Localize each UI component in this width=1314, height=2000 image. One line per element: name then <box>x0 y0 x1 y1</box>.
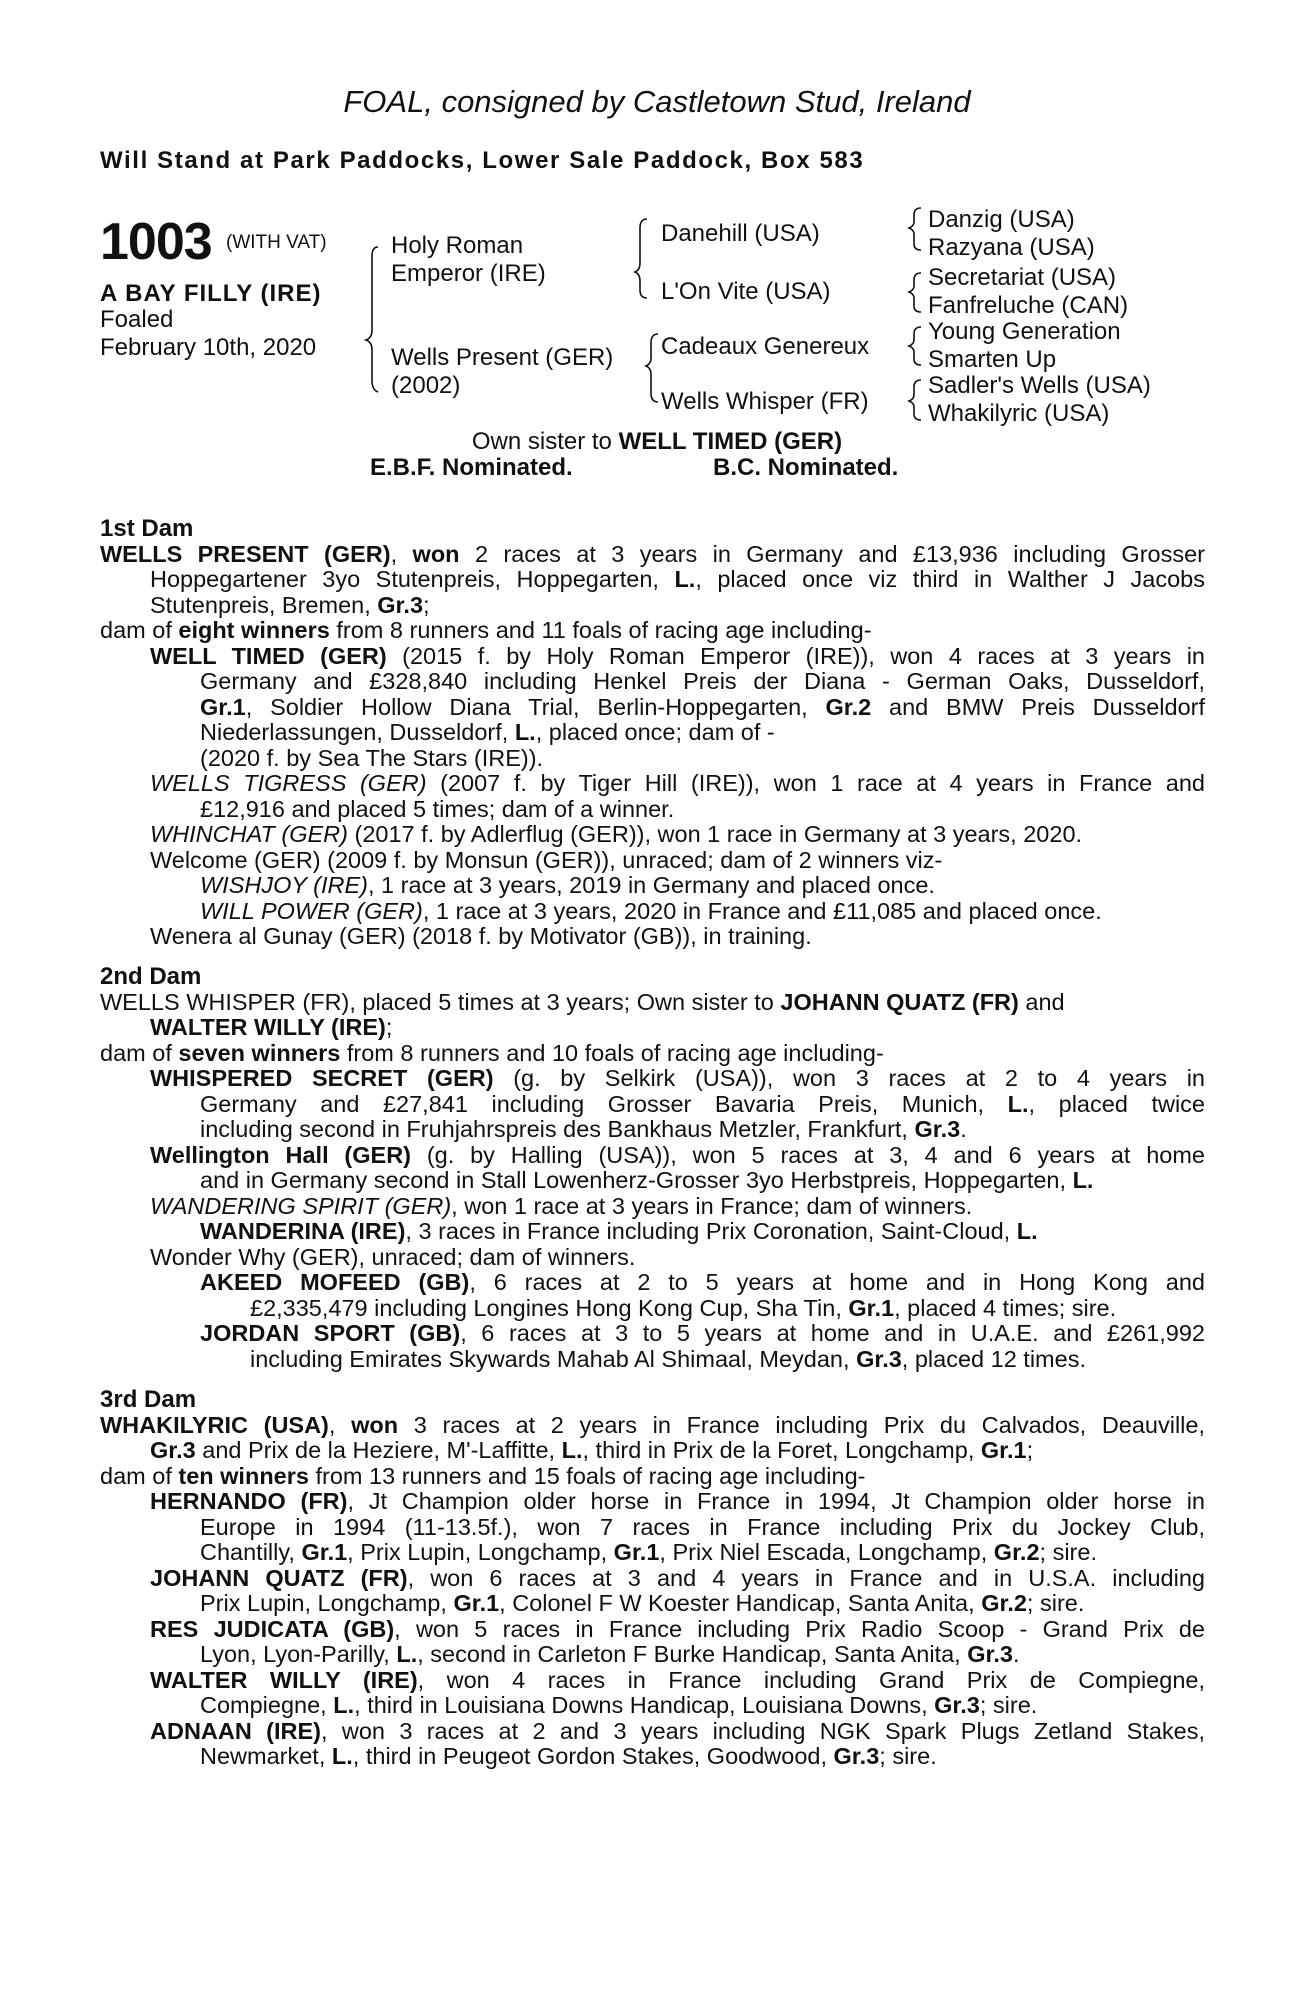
plain-text: ; <box>1026 1437 1034 1463</box>
plain-text: Hoppegartener 3yo Stutenpreis, Hoppegarten, <box>150 566 675 592</box>
bold-text: Gr.3 <box>377 591 424 618</box>
consignment-line: FOAL, consigned by Castletown Stud, Ireland <box>343 84 971 119</box>
plain-text: Chantilly, <box>200 1539 302 1565</box>
bold-text: L. <box>674 566 696 592</box>
bold-text: JOHANN QUATZ (FR) <box>780 988 1019 1015</box>
plain-text: Newmarket, <box>200 1743 332 1769</box>
plain-text: (g. by Halling (USA)), won 5 races at 3, 4 and 6 years at home <box>411 1141 1206 1168</box>
text-line <box>100 1464 1205 1490</box>
vat-note: (WITH VAT) <box>226 232 327 253</box>
bold-text: L. <box>396 1641 418 1667</box>
bold-text: Wellington Hall (GER) <box>150 1141 412 1168</box>
text-line <box>100 990 1205 1016</box>
ebf-nominated: E.B.F. Nominated. <box>370 454 573 481</box>
text-line <box>100 1413 1205 1439</box>
stand-location: Will Stand at Park Paddocks, Lower Sale Paddock, Box 583 <box>100 147 865 174</box>
plain-text: (2007 f. by Tiger Hill (IRE)), won 1 race at 4 years in France and <box>426 770 1205 796</box>
plain-text: , placed twice <box>1028 1090 1205 1117</box>
text-line <box>100 1066 1205 1092</box>
text-line <box>100 1321 1205 1347</box>
text-line <box>100 899 1205 925</box>
plain-text: (2017 f. by Adlerflug (GER)), won 1 race in Germany at 3 years, 2020. <box>347 821 1083 847</box>
plain-text: Compiegne, <box>200 1692 334 1718</box>
pedigree-g4-1: Danzig (USA) <box>928 206 1075 233</box>
bold-text: HERNANDO (FR) <box>150 1488 348 1514</box>
italic-text: WELLS TIGRESS (GER) <box>150 770 427 796</box>
text-line <box>100 1515 1205 1541</box>
plain-text: including Emirates Skywards Mahab Al Shimaal, Meydan, <box>250 1345 857 1372</box>
bold-text: AKEED MOFEED (GB) <box>200 1269 470 1295</box>
plain-text: including second in Fruhjahrspreis des Bankhaus Metzler, Frankfurt, <box>200 1116 915 1142</box>
plain-text: , Colonel F W Koester Handicap, Santa Anita, <box>499 1590 982 1616</box>
text-line <box>100 593 1205 619</box>
pedigree-dam-line2: (2002) <box>391 372 461 399</box>
plain-text: ; <box>423 591 430 618</box>
text-line <box>100 1245 1205 1271</box>
plain-text: (2015 f. by Holy Roman Emperor (IRE)), won 4 races at 3 years in <box>386 642 1205 669</box>
text-line <box>100 1617 1205 1643</box>
plain-text: , placed 12 times. <box>901 1345 1086 1372</box>
bold-text: JORDAN SPORT (GB) <box>200 1320 461 1346</box>
bold-text: won <box>412 540 460 567</box>
plain-text: 2 races at 3 years in Germany and £13,936 including Grosser <box>459 540 1206 567</box>
plain-text: , third in Peugeot Gordon Stakes, Goodwood, <box>352 1743 834 1769</box>
bold-text: ten winners <box>178 1462 309 1489</box>
text-line <box>100 848 1205 874</box>
section-heading: 3rd Dam <box>100 1386 197 1413</box>
text-line <box>100 1668 1205 1694</box>
pedigree-g4-8: Whakilyric (USA) <box>928 400 1110 427</box>
text-line <box>100 1092 1205 1118</box>
plain-text: from 8 runners and 11 foals of racing age including- <box>329 617 872 643</box>
bold-text: Gr.1 <box>200 693 246 720</box>
plain-text: , 3 races in France including Prix Coronation, Saint-Cloud, <box>405 1218 1017 1244</box>
text-line <box>100 746 1205 772</box>
bold-text: won <box>351 1411 399 1438</box>
plain-text: , third in Prix de la Foret, Longchamp, <box>582 1437 981 1463</box>
italic-text: WILL POWER (GER) <box>200 897 423 924</box>
plain-text: ; sire. <box>1026 1590 1085 1616</box>
bold-text: Gr.3 <box>856 1345 902 1372</box>
pedigree-g4-group3 <box>928 318 1121 374</box>
plain-text: , Jt Champion older horse in France in 1994, Jt Champion older horse in <box>347 1488 1206 1514</box>
plain-text: and <box>1018 988 1065 1015</box>
bold-text: Gr.3 <box>934 1692 980 1718</box>
text-line <box>100 1270 1205 1296</box>
italic-text: WHINCHAT (GER) <box>150 821 348 847</box>
plain-text: . <box>1012 1641 1020 1667</box>
bold-text: WALTER WILLY (IRE) <box>150 1666 418 1693</box>
text-line <box>100 1693 1205 1719</box>
bold-text: Gr.3 <box>914 1116 961 1142</box>
plain-text: WELLS WHISPER (FR), placed 5 times at 3 years; Own sister to <box>100 988 781 1015</box>
plain-text: ; sire. <box>1039 1539 1097 1565</box>
bold-text: RES JUDICATA (GB) <box>150 1615 395 1642</box>
section-heading: 2nd Dam <box>100 963 202 990</box>
text-line <box>100 1117 1205 1143</box>
bold-text: L. <box>514 719 536 745</box>
bold-text: Gr.1 <box>453 1590 500 1616</box>
bold-text: WHAKILYRIC (USA) <box>100 1411 329 1438</box>
text-line <box>100 873 1205 899</box>
plain-text: ; sire. <box>979 1692 1038 1718</box>
bold-text: eight winners <box>178 617 330 643</box>
plain-text: Lyon, Lyon-Parilly, <box>200 1641 397 1667</box>
text-line <box>100 1219 1205 1245</box>
bold-text: ADNAAN (IRE) <box>150 1717 321 1744</box>
plain-text: , Soldier Hollow Diana Trial, Berlin-Hoppegarten, <box>245 693 826 720</box>
pedigree-sire-line2: Emperor (IRE) <box>391 260 546 287</box>
bold-text: seven winners <box>178 1039 341 1066</box>
text-line <box>100 542 1205 568</box>
plain-text: , 6 races at 2 to 5 years at home and in Hong Kong and <box>469 1269 1205 1295</box>
pedigree-sire-dam: L'On Vite (USA) <box>661 278 831 305</box>
plain-text: dam of <box>100 1039 179 1066</box>
plain-text: , placed 4 times; sire. <box>894 1294 1117 1321</box>
text-line <box>100 644 1205 670</box>
text-line <box>100 1642 1205 1668</box>
pedigree-g4-6: Smarten Up <box>928 346 1057 373</box>
bold-text: Gr.1 <box>980 1437 1027 1463</box>
text-line <box>100 1540 1205 1566</box>
pedigree-sire-line1: Holy Roman <box>391 232 524 259</box>
plain-text: dam of <box>100 617 179 643</box>
plain-text: , <box>390 540 413 567</box>
pedigree-dam <box>391 344 613 400</box>
plain-text: and BMW Preis Dusseldorf <box>871 693 1205 720</box>
plain-text: , won 1 race at 3 years in France; dam of winners. <box>451 1192 973 1219</box>
text-line <box>100 1347 1205 1373</box>
italic-text: WISHJOY (IRE) <box>200 872 368 898</box>
lot-number: 1003 <box>100 213 212 271</box>
plain-text: , won 5 races in France including Prix Radio Scoop - Grand Prix de <box>394 1615 1205 1642</box>
bold-text: Gr.1 <box>848 1294 895 1321</box>
text-line <box>100 797 1205 823</box>
dam-section <box>100 964 1205 1372</box>
foaled-label: Foaled <box>100 306 174 333</box>
bold-text: L. <box>1072 1167 1094 1193</box>
italic-text: WANDERING SPIRIT (GER) <box>150 1192 452 1219</box>
text-line <box>100 1296 1205 1322</box>
text-line <box>100 669 1205 695</box>
text-line <box>100 720 1205 746</box>
text-line <box>100 567 1205 593</box>
text-line <box>100 618 1205 644</box>
pedigree-dam-sire: Cadeaux Genereux <box>661 333 870 360</box>
plain-text: Prix Lupin, Longchamp, <box>200 1590 454 1616</box>
plain-text: Wonder Why (GER), unraced; dam of winners. <box>150 1243 636 1270</box>
plain-text: , won 4 races in France including Grand Prix de Compiegne, <box>417 1666 1205 1693</box>
plain-text: and in Germany second in Stall Lowenherz-Grosser 3yo Herbstpreis, Hoppegarten, <box>200 1167 1073 1193</box>
pedigree-g4-group2 <box>928 264 1128 320</box>
text-line <box>100 924 1205 950</box>
text-line <box>100 1719 1205 1745</box>
plain-text: Germany and £328,840 including Henkel Preis der Diana - German Oaks, Dusseldorf, <box>200 668 1205 694</box>
pedigree-g4-group4 <box>928 372 1151 428</box>
bold-text: WELL TIMED (GER) <box>150 642 387 669</box>
plain-text: . <box>960 1116 967 1142</box>
bold-text: WELLS PRESENT (GER) <box>100 540 391 567</box>
own-sister-note <box>0 428 1314 456</box>
pedigree-g4-2: Razyana (USA) <box>928 234 1095 261</box>
bold-text: L. <box>331 1743 353 1769</box>
plain-text: Germany and £27,841 including Grosser Bavaria Preis, Munich, <box>200 1090 1008 1117</box>
plain-text: ; <box>385 1014 393 1040</box>
text-line <box>100 1438 1205 1464</box>
plain-text: , <box>328 1411 352 1438</box>
plain-text: , second in Carleton F Burke Handicap, Santa Anita, <box>417 1641 968 1667</box>
own-sister-prefix: Own sister to <box>471 428 619 455</box>
plain-text: from 8 runners and 10 foals of racing age including- <box>340 1039 884 1066</box>
plain-text: Wenera al Gunay (GER) (2018 f. by Motivator (GB)), in training. <box>150 923 812 949</box>
plain-text: , won 3 races at 2 and 3 years including NGK Spark Plugs Zetland Stakes, <box>321 1717 1205 1744</box>
plain-text: , 6 races at 3 to 5 years at home and in U.A.E. and £261,992 <box>460 1320 1205 1346</box>
text-line <box>100 1143 1205 1169</box>
plain-text: £2,335,479 including Longines Hong Kong Cup, Sha Tin, <box>250 1294 849 1321</box>
plain-text: , Prix Lupin, Longchamp, <box>347 1539 614 1565</box>
bold-text: WHISPERED SECRET (GER) <box>150 1065 494 1091</box>
foaled-date: February 10th, 2020 <box>100 334 317 361</box>
pedigree-g4-7: Sadler's Wells (USA) <box>928 372 1151 399</box>
plain-text: , won 6 races at 3 and 4 years in France and in U.S.A. including <box>407 1564 1205 1591</box>
plain-text: , Prix Niel Escada, Longchamp, <box>659 1539 994 1565</box>
bc-nominated: B.C. Nominated. <box>713 454 899 481</box>
text-line <box>100 771 1205 797</box>
plain-text: ; sire. <box>879 1743 937 1769</box>
bold-text: Gr.2 <box>993 1539 1040 1565</box>
pedigree-sire-sire: Danehill (USA) <box>661 220 820 247</box>
dam-section <box>100 516 1205 950</box>
bold-text: Gr.3 <box>150 1437 196 1463</box>
text-line <box>100 1566 1205 1592</box>
pedigree-sire <box>391 232 546 288</box>
plain-text: £12,916 and placed 5 times; dam of a winner. <box>200 795 675 822</box>
section-heading: 1st Dam <box>100 515 194 542</box>
bold-text: Gr.2 <box>981 1590 1027 1616</box>
text-line <box>100 1168 1205 1194</box>
plain-text: , 1 race at 3 years, 2019 in Germany and placed once. <box>368 872 935 898</box>
bold-text: Gr.1 <box>301 1539 348 1565</box>
bold-text: Gr.2 <box>825 693 872 720</box>
text-line <box>100 822 1205 848</box>
bold-text: L. <box>333 1692 355 1718</box>
text-line <box>100 1744 1205 1770</box>
text-line <box>100 1489 1205 1515</box>
text-line <box>100 1015 1205 1041</box>
bold-text: Gr.1 <box>613 1539 660 1565</box>
pedigree-g4-3: Secretariat (USA) <box>928 264 1117 291</box>
pedigree-g4-5: Young Generation <box>928 318 1121 345</box>
plain-text: 3 races at 2 years in France including Prix du Calvados, Deauville, <box>398 1411 1206 1438</box>
pedigree-g4-group1 <box>928 206 1095 262</box>
plain-text: , third in Louisiana Downs Handicap, Louisiana Downs, <box>354 1692 935 1718</box>
pedigree-g4-4: Fanfreluche (CAN) <box>928 292 1129 319</box>
plain-text: , placed once viz third in Walther J Jacobs <box>695 566 1205 592</box>
plain-text: (2020 f. by Sea The Stars (IRE)). <box>200 744 544 771</box>
pedigree-dam-line1: Wells Present (GER) <box>391 344 614 371</box>
plain-text: and Prix de la Heziere, M'-Laffitte, <box>195 1437 562 1463</box>
plain-text: from 13 runners and 15 foals of racing age including- <box>308 1462 866 1489</box>
bold-text: L. <box>1007 1090 1029 1117</box>
bold-text: L. <box>561 1437 583 1463</box>
plain-text: dam of <box>100 1462 179 1489</box>
plain-text: (g. by Selkirk (USA)), won 3 races at 2 to 4 years in <box>493 1065 1205 1091</box>
bold-text: JOHANN QUATZ (FR) <box>150 1564 408 1591</box>
dam-section <box>100 1387 1205 1770</box>
bold-text: Gr.3 <box>833 1743 880 1769</box>
lot-name: A BAY FILLY (IRE) <box>100 280 322 307</box>
text-line <box>100 1591 1205 1617</box>
pedigree-dam-dam: Wells Whisper (FR) <box>661 388 869 415</box>
plain-text: Welcome (GER) (2009 f. by Monsun (GER)), unraced; dam of 2 winners viz- <box>150 846 943 873</box>
text-line <box>100 1041 1205 1067</box>
bold-text: WALTER WILLY (IRE) <box>150 1014 386 1040</box>
text-line <box>100 695 1205 721</box>
plain-text: Europe in 1994 (11-13.5f.), won 7 races in France including Prix du Jockey Club, <box>200 1513 1205 1540</box>
bold-text: L. <box>1016 1218 1038 1244</box>
bold-text: WANDERINA (IRE) <box>200 1218 406 1244</box>
plain-text: Stutenpreis, Bremen, <box>150 591 378 618</box>
text-line <box>100 1194 1205 1220</box>
own-sister-name: WELL TIMED (GER) <box>618 428 843 455</box>
plain-text: Niederlassungen, Dusseldorf, <box>200 719 515 745</box>
plain-text: , placed once; dam of - <box>535 719 775 745</box>
plain-text: , 1 race at 3 years, 2020 in France and £11,085 and placed once. <box>422 897 1102 924</box>
bold-text: Gr.3 <box>967 1641 1013 1667</box>
